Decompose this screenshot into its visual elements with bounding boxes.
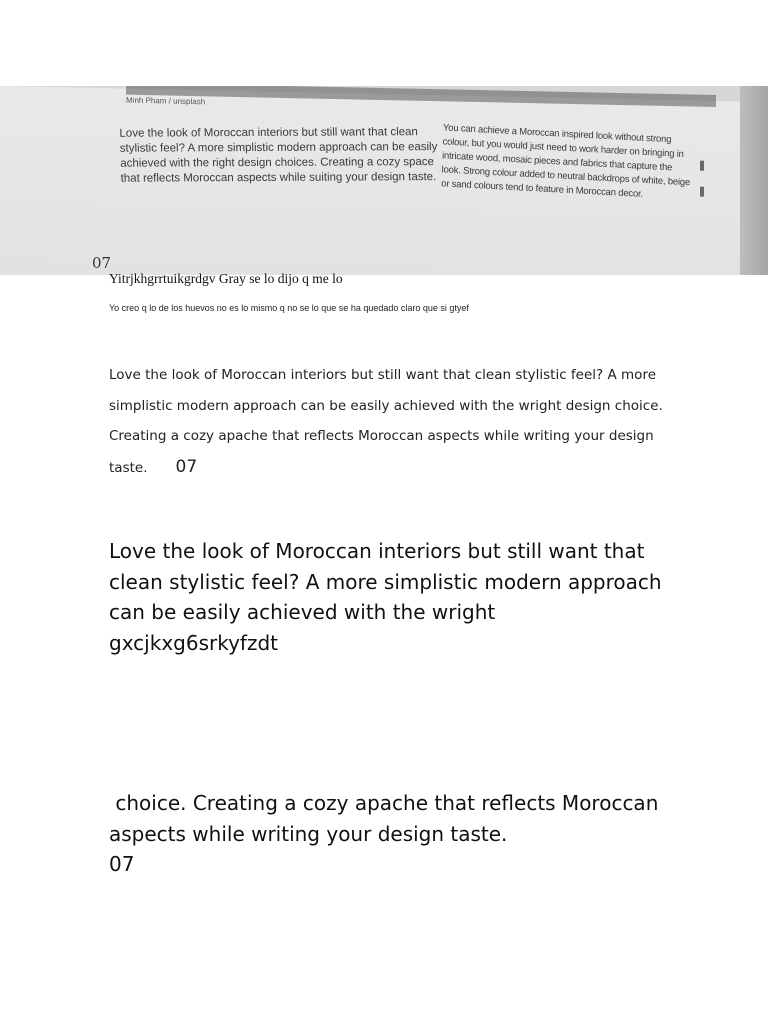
photo-left-column-text: Love the look of Moroccan interiors but still want that clean stylistic feel? A more simplistic modern approach can be easily achieved with the right design choices. Creating a cozy space that reflects Moroccan aspects while suiting your design taste. <box>119 126 438 185</box>
photo-right-edge <box>740 86 768 275</box>
photo-credit: Minh Pham / unsplash <box>126 95 206 107</box>
large-paragraph-2-number: 07 <box>109 852 135 876</box>
photo-image-strip <box>126 86 716 107</box>
large-paragraph-1: Love the look of Moroccan interiors but still want that clean stylistic feel? A more simplistic modern approach can be easily achieved with the wright gxcjkxg6srkyfzdt <box>109 539 662 655</box>
large-paragraph-2-text: choice. Creating a cozy apache that reflects Moroccan aspects while writing your design taste. <box>109 791 665 846</box>
heading: Yitrjkhgrrtuikgrdgv Gray se lo dijo q me lo <box>109 271 343 286</box>
photo-page-sheet <box>0 86 740 275</box>
edge-mark <box>700 161 704 171</box>
small-paragraph <box>109 360 669 483</box>
magazine-photo <box>0 86 768 275</box>
small-paragraph-text: Love the look of Moroccan interiors but still want that clean stylistic feel? A more simplistic modern approach can be easily achieved with the wright design choice. Creating a cozy apache that reflects Moroccan aspects while writing your design taste. <box>109 367 663 476</box>
photo-right-column-text: You can achieve a Moroccan inspired look without strong colour, but you would just need to work harder on bringing in intricate wood, mosaic pieces and fabrics that capture the look. Strong colour added to neutral backdrops of white, beige or sand colours tend to feature in Moroccan decor. <box>441 122 691 200</box>
photo-page-number: 07 <box>92 254 112 272</box>
subheading: Yo creo q lo de los huevos no es lo mismo q no se lo que se ha quedado claro que si gtyef <box>109 303 469 313</box>
edge-mark <box>700 187 704 197</box>
small-paragraph-number: 07 <box>175 456 198 477</box>
large-paragraph-2 <box>109 788 669 880</box>
